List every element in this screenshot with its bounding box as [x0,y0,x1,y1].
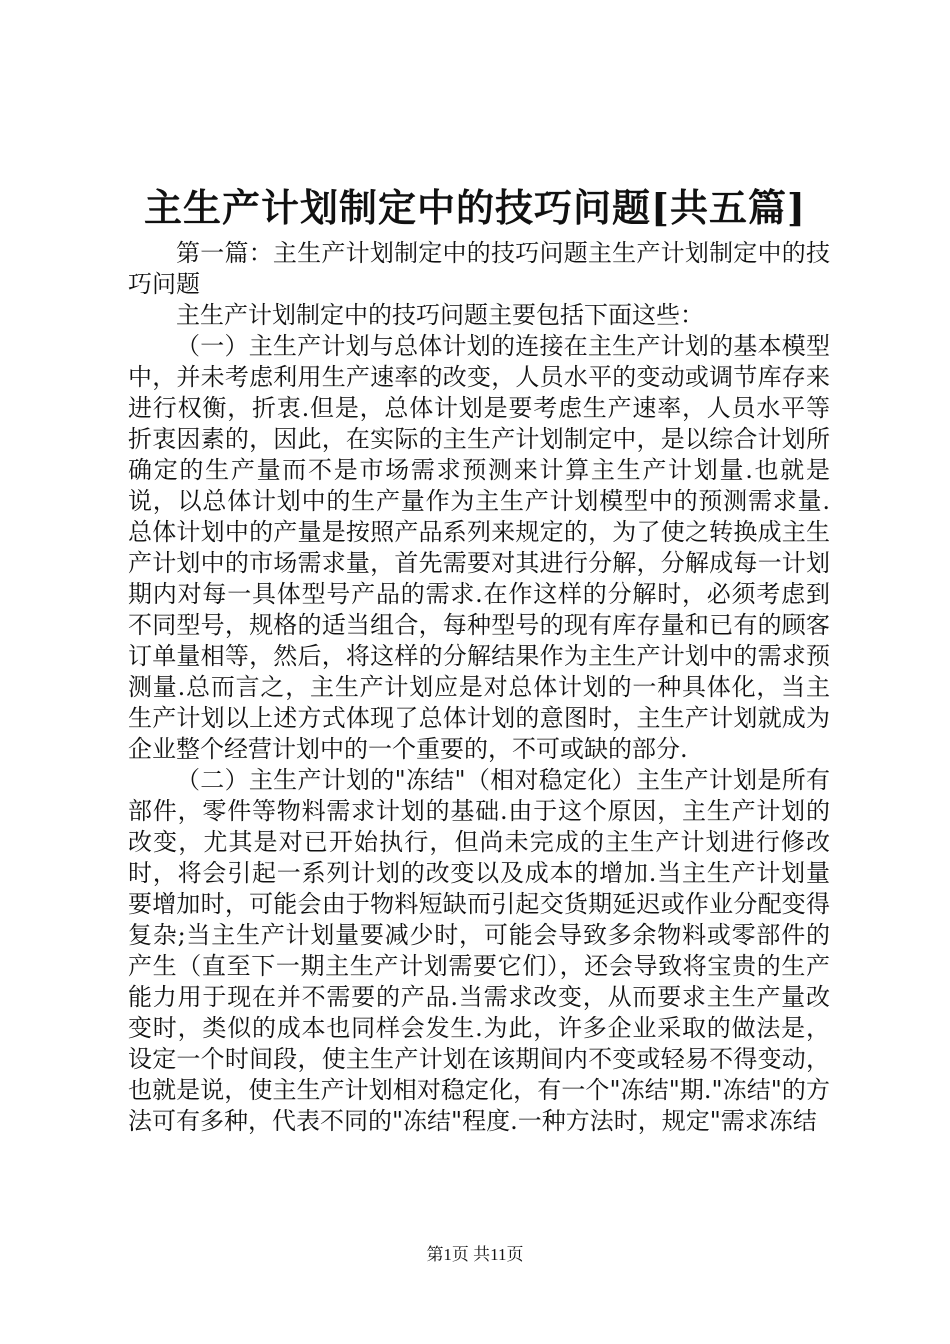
document-body [128,238,830,1137]
document-title: 主生产计划制定中的技巧问题[共五篇] [144,185,806,230]
paragraph-section-2: （二）主生产计划的"冻结"（相对稳定化）主生产计划是所有部件，零件等物料需求计划的基础.由于这个原因，主生产计划的改变，尤其是对已开始执行，但尚未完成的主生产计划进行修改时，将会引起一系列计划的改变以及成本的增加.当主生产计划量要增加时，可能会由于物料短缺而引起交货期延迟或作业分配变得复杂;当主生产计划量要减少时，可能会导致多余物料或零部件的产生（直至下一期主生产计划需要它们），还会导致将宝贵的生产能力用于现在并不需要的产品.当需求改变，从而要求主生产量改变时，类似的成本也同样会发生.为此，许多企业采取的做法是，设定一个时间段，使主生产计划在该期间内不变或轻易不得变动，也就是说，使主生产计划相对稳定化，有一个"冻结"期."冻结"的方法可有多种，代表不同的"冻结"程度.一种方法时，规定"需求冻结 [128,766,830,1135]
paragraph-section-1: （一）主生产计划与总体计划的连接在主生产计划的基本模型中，并未考虑利用生产速率的改变，人员水平的变动或调节库存来进行权衡，折衷.但是，总体计划是要考虑生产速率，人员水平等折衷因素的，因此，在实际的主生产计划制定中，是以综合计划所确定的生产量而不是市场需求预测来计算主生产计划量.也就是说，以总体计划中的生产量作为主生产计划模型中的预测需求量.总体计划中的产量是按照产品系列来规定的，为了使之转换成主生产计划中的市场需求量，首先需要对其进行分解，分解成每一计划期内对每一具体型号产品的需求.在作这样的分解时，必须考虑到不同型号，规格的适当组合，每种型号的现有库存量和已有的顾客订单量相等，然后，将这样的分解结果作为主生产计划中的需求预测量.总而言之，主生产计划应是对总体计划的一种具体化，当主生产计划以上述方式体现了总体计划的意图时，主生产计划就成为企业整个经营计划中的一个重要的，不可或缺的部分. [128,332,830,763]
page-footer: 第1页 共11页 [426,1245,524,1264]
paragraph-intro: 主生产计划制定中的技巧问题主要包括下面这些： [176,301,704,329]
paragraph-chapter-heading: 第一篇：主生产计划制定中的技巧问题主生产计划制定中的技巧问题 [128,239,830,298]
